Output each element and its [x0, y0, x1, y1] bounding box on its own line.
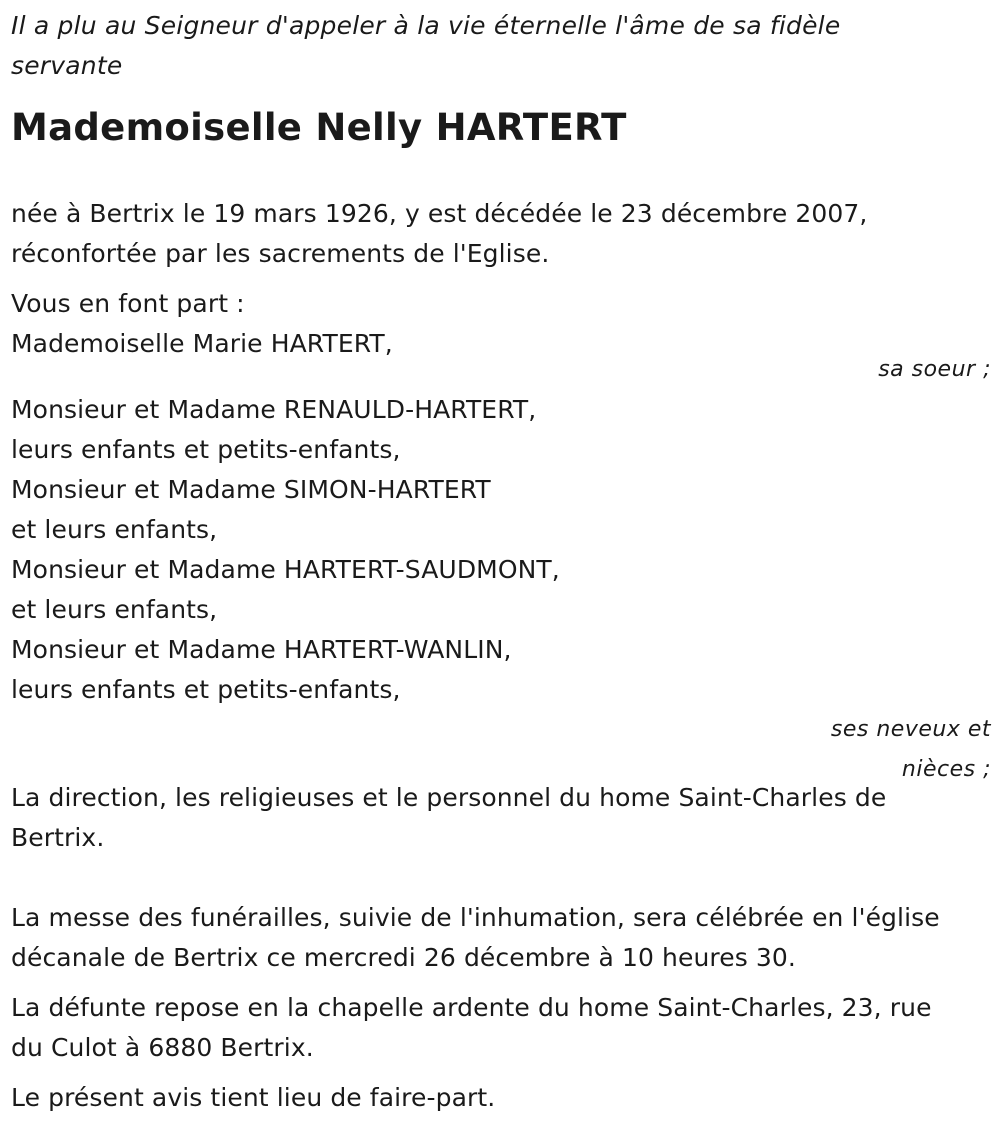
birth-death-line-1: née à Bertrix le 19 mars 1926, y est décédée le 23 décembre 2007, [11, 199, 868, 228]
mass-line-2: décanale de Bertrix ce mercredi 26 décembre à 10 heures 30. [11, 943, 796, 972]
relation-sister: sa soeur ; [878, 357, 991, 382]
family-line: Monsieur et Madame HARTERT-WANLIN, [11, 635, 512, 664]
family-line: Monsieur et Madame SIMON-HARTERT [11, 475, 491, 504]
mass-text [11, 898, 991, 978]
family-line: et leurs enfants, [11, 595, 218, 624]
obituary-notice [11, 0, 991, 1118]
closing-text: Le présent avis tient lieu de faire-part. [11, 1083, 496, 1112]
announce-line-1: Vous en font part : [11, 289, 245, 318]
family-line: leurs enfants et petits-enfants, [11, 675, 401, 704]
intro-line-1: Il a plu au Seigneur d'appeler à la vie éternelle l'âme de sa fidèle [11, 11, 841, 40]
direction-text [11, 778, 991, 858]
family-list [11, 390, 991, 710]
repose-line-1: La défunte repose en la chapelle ardente du home Saint-Charles, 23, rue [11, 993, 932, 1022]
deceased-name: Mademoiselle Nelly HARTERT [11, 106, 627, 149]
intro-line-2: servante [11, 51, 123, 80]
intro-text [11, 6, 991, 86]
direction-line-2: Bertrix. [11, 823, 105, 852]
family-line: leurs enfants et petits-enfants, [11, 435, 401, 464]
relation-nephews-line-1: ses neveux et [830, 717, 991, 742]
family-line: et leurs enfants, [11, 515, 218, 544]
relation-nephews-line-2: nièces ; [901, 757, 991, 782]
repose-text [11, 988, 991, 1068]
direction-line-1: La direction, les religieuses et le personnel du home Saint-Charles de [11, 783, 887, 812]
birth-death-line-2: réconfortée par les sacrements de l'Eglise. [11, 239, 550, 268]
mass-line-1: La messe des funérailles, suivie de l'inhumation, sera célébrée en l'église [11, 903, 940, 932]
birth-death-text [11, 194, 991, 274]
family-line: Monsieur et Madame HARTERT-SAUDMONT, [11, 555, 560, 584]
repose-line-2: du Culot à 6880 Bertrix. [11, 1033, 314, 1062]
announce-line-2: Mademoiselle Marie HARTERT, [11, 329, 393, 358]
family-line: Monsieur et Madame RENAULD-HARTERT, [11, 395, 537, 424]
